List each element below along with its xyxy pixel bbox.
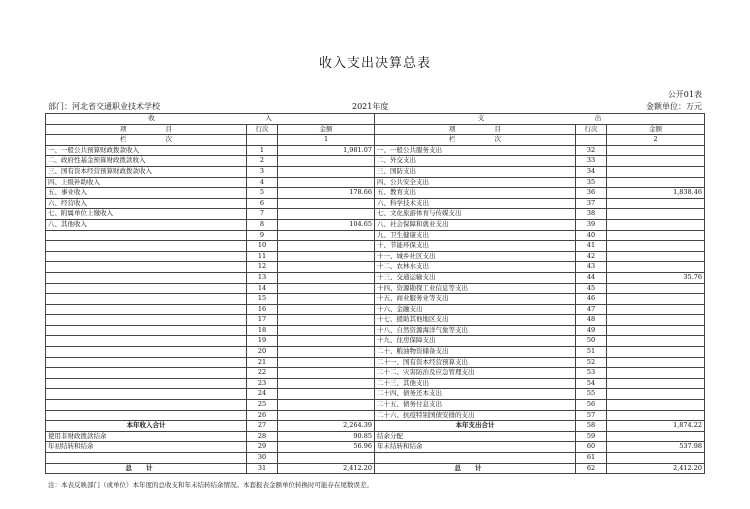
income-item-cell: 四、上级补助收入 [46,177,247,188]
expense-rowno-cell: 61 [576,453,607,464]
expense-amount-cell: 2,412.20 [607,463,705,474]
expense-amount-cell: 537.98 [607,442,705,453]
expense-item-cell: 十二、农林水支出 [375,262,576,273]
expense-rowno-cell: 36 [576,188,607,199]
expense-item-cell: 本年支出合计 [375,421,576,432]
table-row [46,304,705,315]
table-row [46,241,705,252]
income-amount-cell [278,283,375,294]
income-amount-cell: 178.66 [278,188,375,199]
table-row [46,325,705,336]
income-item-cell [46,315,247,326]
income-rowno-cell: 6 [247,198,278,209]
expense-amount-cell [607,347,705,358]
income-rowno-cell: 21 [247,357,278,368]
expense-rowno-cell: 53 [576,368,607,379]
expense-rowno-cell: 59 [576,431,607,442]
expense-item-cell: 结余分配 [375,431,576,442]
table-row [46,283,705,294]
footnote: 注：本表反映部门（或单位）本年度的总收支和年末结转结余情况。本套报表金额单位转换时可能存在尾数误差。 [48,481,373,489]
expense-amount-cell [607,230,705,241]
expense-rowno-cell: 51 [576,347,607,358]
income-rowno-cell: 24 [247,389,278,400]
year-label: 2021年度 [352,102,389,111]
income-amount-cell [278,378,375,389]
table-row [46,336,705,347]
income-amount-cell [278,325,375,336]
expense-amount-cell [607,357,705,368]
expense-rowno-cell: 55 [576,389,607,400]
income-rowno-cell: 20 [247,347,278,358]
income-rowno-cell: 25 [247,400,278,411]
table-row [46,294,705,305]
expense-item-cell: 八、社会保障和就业支出 [375,219,576,230]
income-item-cell: 一、一般公共预算财政拨款收入 [46,145,247,156]
income-item-cell [46,230,247,241]
income-amount-cell: 56.96 [278,442,375,453]
expense-amount-cell [607,368,705,379]
expense-amount-header: 金额 [607,124,705,135]
table-row [46,431,705,442]
expense-rowno-header: 行次 [576,124,607,135]
income-rowno-cell: 2 [247,156,278,167]
expense-amount-cell [607,145,705,156]
income-rowno-cell: 15 [247,294,278,305]
income-item-cell [46,389,247,400]
table-row [46,347,705,358]
income-amount-cell [278,177,375,188]
income-amount-cell: 2,264.39 [278,421,375,432]
expense-item-cell: 四、公共安全支出 [375,177,576,188]
income-rowno-cell: 4 [247,177,278,188]
income-amount-cell [278,251,375,262]
table-row [46,251,705,262]
income-amount-header: 金额 [278,124,375,135]
income-item-cell [46,410,247,421]
income-rowno-cell: 7 [247,209,278,220]
expense-col-index: 2 [607,135,705,146]
expense-rowno-cell: 34 [576,166,607,177]
expense-rowno-cell: 57 [576,410,607,421]
expense-item-cell: 三、国防支出 [375,166,576,177]
table-row [46,156,705,167]
income-amount-cell [278,336,375,347]
expense-amount-cell [607,241,705,252]
income-item-cell [46,304,247,315]
expense-amount-cell: 35.76 [607,272,705,283]
income-rowno-cell: 5 [247,188,278,199]
expense-amount-cell [607,251,705,262]
department-label: 部门：河北省交通职业技术学校 [48,102,160,111]
expense-rowno-cell: 37 [576,198,607,209]
expense-amount-cell [607,198,705,209]
income-rowno-cell: 29 [247,442,278,453]
expense-rowno-cell: 38 [576,209,607,220]
income-rowno-cell: 26 [247,410,278,421]
income-item-cell: 二、政府性基金预算财政拨款收入 [46,156,247,167]
income-amount-cell [278,368,375,379]
expense-amount-cell [607,177,705,188]
expense-item-cell [375,453,576,464]
table-row [46,188,705,199]
expense-amount-cell [607,389,705,400]
income-amount-cell [278,230,375,241]
table-row [46,389,705,400]
income-amount-cell [278,357,375,368]
income-amount-cell [278,400,375,411]
table-row [46,421,705,432]
expense-item-cell: 二十二、灾害防治及应急管理支出 [375,368,576,379]
table-row [46,463,705,474]
income-rowno-cell: 31 [247,463,278,474]
table-row [46,400,705,411]
expense-rowno-cell: 45 [576,283,607,294]
income-rowno-cell: 12 [247,262,278,273]
table-row [46,378,705,389]
income-amount-cell [278,453,375,464]
expense-amount-cell [607,336,705,347]
expense-item-cell: 十九、住房保障支出 [375,336,576,347]
expense-item-cell: 七、文化旅游体育与传媒支出 [375,209,576,220]
expense-item-cell: 六、科学技术支出 [375,198,576,209]
income-amount-cell [278,262,375,273]
income-item-cell [46,357,247,368]
income-amount-cell [278,304,375,315]
income-rowno-cell: 27 [247,421,278,432]
income-rowno-cell: 28 [247,431,278,442]
income-rowno-cell: 19 [247,336,278,347]
expense-rowno-cell: 60 [576,442,607,453]
income-item-cell: 年初结转和结余 [46,442,247,453]
table-row [46,177,705,188]
income-rowno-cell: 16 [247,304,278,315]
expense-item-cell: 二十六、抗疫特别国债安排的支出 [375,410,576,421]
income-rowno-cell: 3 [247,166,278,177]
table-row [46,209,705,220]
expense-amount-cell [607,325,705,336]
income-rowno-cell: 13 [247,272,278,283]
expense-rowno-cell: 42 [576,251,607,262]
income-rowno-cell: 1 [247,145,278,156]
expense-rowno-cell: 33 [576,156,607,167]
expense-amount-cell [607,410,705,421]
income-item-cell [46,347,247,358]
income-item-cell: 本年收入合计 [46,421,247,432]
income-item-cell [46,378,247,389]
expense-rowno-cell: 32 [576,145,607,156]
income-rowno-header: 行次 [247,124,278,135]
expense-item-cell: 二十三、其他支出 [375,378,576,389]
expense-rowno-cell: 56 [576,400,607,411]
expense-col-label: 栏 次 [375,135,576,146]
income-amount-cell [278,241,375,252]
expense-item-cell: 十、节能环保支出 [375,241,576,252]
expense-item-cell: 十四、资源勘探工业信息等支出 [375,283,576,294]
table-row [46,198,705,209]
income-item-cell [46,272,247,283]
page-title: 收入支出决算总表 [318,56,431,71]
expense-amount-cell [607,156,705,167]
empty-cell [247,135,278,146]
expense-header: 支 出 [375,114,705,125]
table-row [46,453,705,464]
income-item-cell: 六、经营收入 [46,198,247,209]
empty-cell [576,135,607,146]
income-amount-cell: 104.65 [278,219,375,230]
expense-rowno-cell: 62 [576,463,607,474]
expense-item-cell: 年末结转和结余 [375,442,576,453]
table-row [46,230,705,241]
expense-item-cell: 二十一、国有资本经营预算支出 [375,357,576,368]
expense-item-cell: 一、一般公共服务支出 [375,145,576,156]
income-item-cell [46,336,247,347]
expense-amount-cell [607,378,705,389]
income-item-header: 项 目 [46,124,247,135]
income-rowno-cell: 22 [247,368,278,379]
expense-amount-cell [607,294,705,305]
income-rowno-cell: 18 [247,325,278,336]
expense-rowno-cell: 49 [576,325,607,336]
income-item-cell [46,241,247,252]
expense-item-cell: 十八、自然资源海洋气象等支出 [375,325,576,336]
expense-amount-cell: 1,874.22 [607,421,705,432]
income-amount-cell: 1,981.07 [278,145,375,156]
table-row [46,442,705,453]
income-amount-cell [278,156,375,167]
income-amount-cell [278,347,375,358]
income-amount-cell [278,272,375,283]
income-item-cell: 三、国有资本经营预算财政拨款收入 [46,166,247,177]
income-item-cell: 总计 [46,463,247,474]
income-item-cell: 五、事业收入 [46,188,247,199]
expense-rowno-cell: 46 [576,294,607,305]
income-rowno-cell: 9 [247,230,278,241]
expense-amount-cell [607,283,705,294]
expense-amount-cell [607,304,705,315]
income-rowno-cell: 8 [247,219,278,230]
expense-item-cell: 二、外交支出 [375,156,576,167]
income-amount-cell [278,198,375,209]
income-item-cell [46,453,247,464]
income-item-cell: 七、附属单位上缴收入 [46,209,247,220]
table-row [46,368,705,379]
expense-item-cell: 十三、交通运输支出 [375,272,576,283]
expense-rowno-cell: 39 [576,219,607,230]
expense-amount-cell: 1,838.46 [607,188,705,199]
income-item-cell [46,283,247,294]
income-amount-cell: 90.85 [278,431,375,442]
table-row [46,166,705,177]
expense-rowno-cell: 43 [576,262,607,273]
expense-item-cell: 二十、粮油物资储备支出 [375,347,576,358]
unit-label: 金额单位：万元 [646,102,702,111]
expense-amount-cell [607,400,705,411]
expense-rowno-cell: 47 [576,304,607,315]
expense-rowno-cell: 40 [576,230,607,241]
income-item-cell: 八、其他收入 [46,219,247,230]
income-amount-cell [278,209,375,220]
income-amount-cell: 2,412.20 [278,463,375,474]
income-col-index: 1 [278,135,375,146]
header-row-columns [46,124,705,135]
income-item-cell [46,400,247,411]
expense-item-cell: 十五、商业服务业等支出 [375,294,576,305]
expense-rowno-cell: 52 [576,357,607,368]
expense-rowno-cell: 35 [576,177,607,188]
income-item-cell: 使用非财政拨款结余 [46,431,247,442]
expense-item-cell: 十七、援助其他地区支出 [375,315,576,326]
expense-item-cell: 十六、金融支出 [375,304,576,315]
income-item-cell [46,325,247,336]
income-amount-cell [278,389,375,400]
table-row [46,357,705,368]
income-rowno-cell: 30 [247,453,278,464]
expense-amount-cell [607,209,705,220]
income-rowno-cell: 11 [247,251,278,262]
income-header: 收 入 [46,114,375,125]
table-row [46,219,705,230]
income-rowno-cell: 23 [247,378,278,389]
income-amount-cell [278,410,375,421]
income-rowno-cell: 10 [247,241,278,252]
expense-item-cell: 二十四、债务还本支出 [375,389,576,400]
income-rowno-cell: 17 [247,315,278,326]
expense-rowno-cell: 41 [576,241,607,252]
expense-rowno-cell: 58 [576,421,607,432]
income-item-cell [46,294,247,305]
expense-amount-cell [607,431,705,442]
expense-item-cell: 十一、城乡社区支出 [375,251,576,262]
income-rowno-cell: 14 [247,283,278,294]
income-amount-cell [278,315,375,326]
header-row-column-index [46,135,705,146]
expense-rowno-cell: 50 [576,336,607,347]
budget-table [45,113,705,474]
income-item-cell [46,262,247,273]
expense-amount-cell [607,315,705,326]
expense-item-cell: 五、教育支出 [375,188,576,199]
expense-amount-cell [607,262,705,273]
expense-rowno-cell: 54 [576,378,607,389]
expense-rowno-cell: 44 [576,272,607,283]
expense-item-cell: 二十五、债务付息支出 [375,400,576,411]
table-row [46,262,705,273]
form-number: 公开01表 [667,90,702,99]
income-amount-cell [278,166,375,177]
income-item-cell [46,251,247,262]
table-row [46,315,705,326]
expense-amount-cell [607,453,705,464]
expense-item-cell: 总计 [375,463,576,474]
income-amount-cell [278,294,375,305]
table-row [46,145,705,156]
expense-amount-cell [607,219,705,230]
income-item-cell [46,368,247,379]
header-row-section [46,114,705,125]
expense-item-cell: 九、卫生健康支出 [375,230,576,241]
expense-amount-cell [607,166,705,177]
expense-item-header: 项 目 [375,124,576,135]
expense-rowno-cell: 48 [576,315,607,326]
table-row [46,410,705,421]
income-col-label: 栏 次 [46,135,247,146]
table-row [46,272,705,283]
